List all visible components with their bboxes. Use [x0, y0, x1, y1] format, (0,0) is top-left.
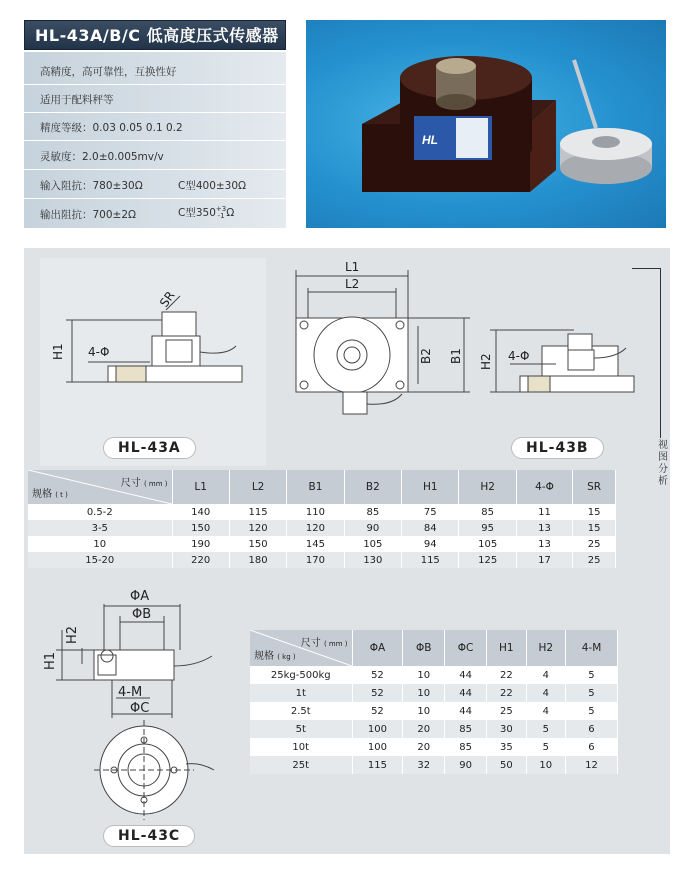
table-row: 3-5 150 120 120 90 84 95 13 15	[28, 520, 616, 536]
column-header: 4-Φ	[516, 470, 572, 504]
table-corner: 尺寸 ( mm ) 规格 ( t )	[28, 470, 172, 504]
table-row: 0.5-2 140 115 110 85 75 85 11 15	[28, 504, 616, 520]
spec-input-impedance: 输入阻抗：780±30Ω	[40, 180, 143, 192]
spec-feature: 高精度，高可靠性，互换性好	[40, 66, 177, 78]
hl43c-dim-phi-c: ΦC	[130, 701, 150, 716]
column-header: ΦC	[445, 630, 487, 666]
hl43b-dim-b1: B1	[449, 348, 463, 364]
table-row: 10 190 150 145 105 94 105 13 25	[28, 536, 616, 552]
table-row: 15-20 220 180 170 130 115 125 17 25	[28, 552, 616, 568]
dimension-table-c	[250, 630, 618, 774]
hl43c-dim-h1: H1	[43, 651, 58, 670]
hl43b-dim-h2: H2	[479, 353, 493, 370]
hl43a-dim-h1: H1	[51, 343, 65, 360]
column-header: H2	[459, 470, 516, 504]
column-header: H1	[402, 470, 459, 504]
view-analysis-note: 视图分析	[658, 440, 668, 487]
product-title: HL-43A/B/C 低高度压式传感器	[24, 20, 286, 50]
table-row: 1t 52 10 44 22 4 5	[250, 684, 618, 702]
hl43b-dim-b2: B2	[419, 348, 433, 364]
column-header: H2	[526, 630, 565, 666]
column-header: ΦB	[403, 630, 445, 666]
spec-application: 适用于配料秤等	[40, 94, 114, 106]
column-header: L1	[172, 470, 229, 504]
table-corner: 尺寸 ( mm ) 规格 ( kg )	[250, 630, 352, 666]
table-row: 25kg-500kg 52 10 44 22 4 5	[250, 666, 618, 684]
spec-sensitivity: 灵敏度：2.0±0.005mv/v	[40, 151, 164, 163]
table-row: 2.5t 52 10 44 25 4 5	[250, 702, 618, 720]
spec-accuracy: 精度等级：0.03 0.05 0.1 0.2	[40, 122, 183, 134]
column-header: SR	[573, 470, 616, 504]
hl43c-dim-phi-b: ΦB	[132, 607, 152, 622]
hl43c-label: HL-43C	[104, 826, 194, 846]
table-row: 10t 100 20 85 35 5 6	[250, 738, 618, 756]
hl43b-dim-l2: L2	[345, 277, 360, 291]
column-header: L2	[229, 470, 286, 504]
hl43a-dim-holes: 4-Φ	[88, 345, 110, 359]
column-header: B1	[287, 470, 344, 504]
column-header: B2	[344, 470, 401, 504]
dimension-table-ab	[28, 470, 616, 568]
table-row: 5t 100 20 85 30 5 6	[250, 720, 618, 738]
hl43b-label: HL-43B	[512, 438, 603, 458]
spec-output-impedance-c: C型350 +3 -1 Ω	[178, 205, 235, 220]
hl43c-dim-h2: H2	[65, 625, 80, 644]
column-header: H1	[487, 630, 526, 666]
hl43b-dim-l1: L1	[345, 260, 360, 274]
hl43c-dim-phi-a: ΦA	[130, 589, 150, 604]
hl43a-label: HL-43A	[104, 438, 195, 458]
column-header: ΦA	[352, 630, 403, 666]
hl43c-dim-holes: 4-M	[118, 685, 143, 700]
hl43a-dim-sr: SR	[156, 288, 178, 310]
label-badge: HL	[422, 133, 438, 147]
spec-input-impedance-c: C型400±30Ω	[178, 180, 247, 192]
hl43b-dim-holes: 4-Φ	[508, 349, 530, 363]
table-row: 25t 115 32 90 50 10 12	[250, 756, 618, 774]
column-header: 4-M	[565, 630, 617, 666]
spec-output-impedance: 输出阻抗：700±2Ω	[40, 209, 137, 221]
